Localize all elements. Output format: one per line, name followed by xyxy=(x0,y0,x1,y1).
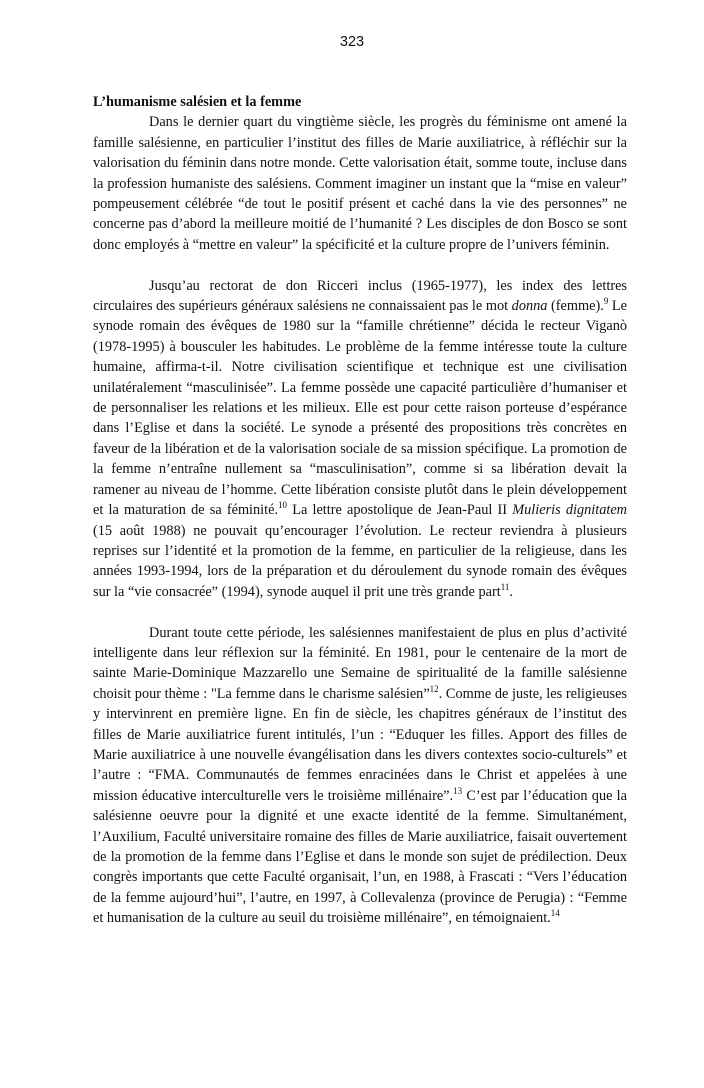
section-heading: L’humanisme salésien et la femme xyxy=(93,94,302,110)
italic-text: Mulieris dignitatem xyxy=(512,502,627,519)
footnote-ref: 14 xyxy=(550,908,560,919)
page-body xyxy=(93,92,627,929)
text-run: (15 août 1988) ne pouvait qu’encourager l’évolution. Le recteur reviendra à plusieurs reprises sur l’identité et la promotion de la femme, en particulier de la religieuse, dans les années 1993-1994, lors de la préparation et du déroulement du synode romain des évêques sur la “vie consacrée” (1994), synode auquel il prit une très grande part xyxy=(93,522,627,600)
footnote-ref: 11 xyxy=(500,581,510,592)
text-run: Durant toute cette période, les salésiennes manifestaient de plus en plus d’activité intelligente dans leur réflexion sur la féminité. En 1981, pour le centenaire de la mort de sainte Marie-Dominique Mazzarello une Semaine de spiritualité de la famille salésienne choisit pour thème : "La femme dans le charisme salésien” xyxy=(93,624,627,702)
text-run: Le synode romain des évêques de 1980 sur la “famille chrétienne” décida le recteur Viganò (1978-1995) à bousculer les habitudes. Le problème de la femme intéresse toute la culture humaine, affirma-t-il. Notre civilisation scientifique et technique est une civilisation unilatéralement “masculinisée”. La femme possède une capacité particulière d’humaniser et de personnaliser les relations et les milieux. Elle est pour cette raison porteuse d’espérance dans l’Eglise et dans la société. Le synode a présenté des propositions très concrètes en faveur de la libération et de la valorisation sociale de sa mission spécifique. La promotion de la femme n’entraîne nullement sa “masculinisation”, comme si sa libération devait la ramener au niveau de l’homme. Cette libération consiste plutôt dans le plein développement et la maturation de sa féminité. xyxy=(93,298,627,519)
paragraph-1 xyxy=(93,112,627,255)
text-run: C’est par l’éducation que la salésienne oeuvre pour la dignité et une exacte identité de la femme. Simultanément, l’Auxilium, Faculté universitaire romaine des filles de Marie auxiliatrice, faisait ouvertement de la promotion de la femme dans l’Eglise et dans le monde son sujet de prédilection. Deux congrès importants que cette Faculté organisait, l’un, en 1988, à Frascati : “Vers l’éducation de la femme aujourd’hui”, l’autre, en 1997, à Collevalenza (province de Perugia) : “Femme et humanisation de la culture au seuil du troisième millénaire”, en témoignaient. xyxy=(93,787,627,927)
footnote-ref: 12 xyxy=(429,683,439,694)
paragraph-3 xyxy=(93,623,627,929)
text-run: (femme). xyxy=(547,298,604,315)
italic-text: donna xyxy=(511,298,548,315)
text-run: Jusqu’au rectorat de don Ricceri inclus (1965-1977), les index des lettres circulaires des supérieurs généraux salésiens ne connaissaient pas le mot xyxy=(93,277,627,315)
text-run: Dans le dernier quart du vingtième siècle, les progrès du féminisme ont amené la famille salésienne, en particulier l’institut des filles de Marie auxiliatrice, à réfléchir sur la valorisation du féminin dans notre monde. Cette valorisation était, somme toute, incluse dans la profession humaniste des salésiens. Comment imaginer un instant que la “mise en valeur” pompeusement célébrée “de tout le positif présent et caché dans la vie des personnes” ne concerne pas d’abord la meilleure moitié de l’humanité ? Les disciples de don Bosco se sont donc employés à “mettre en valeur” la spécificité et la culture propre de l’univers féminin. xyxy=(93,114,627,253)
page-number: 323 xyxy=(339,34,365,50)
text-run: . xyxy=(509,583,513,600)
footnote-ref: 13 xyxy=(453,786,463,797)
text-run: . Comme de juste, les religieuses y intervinrent en première ligne. En fin de siècle, les chapitres généraux de l’institut des filles de Marie auxiliatrice furent intitulés, l’un : “Eduquer les filles. Apport des filles de Marie auxiliatrice à une nouvelle évangélisation dans les divers contextes socio-culturels” et l’autre : “FMA. Communautés de femmes enracinées dans le Christ et appelées à une mission éducative interculturelle vers le troisième millénaire”. xyxy=(93,685,627,804)
footnote-ref: 9 xyxy=(603,296,609,307)
paragraph-2 xyxy=(93,276,627,603)
text-run: La lettre apostolique de Jean-Paul II xyxy=(287,502,513,519)
footnote-ref: 10 xyxy=(278,500,288,511)
